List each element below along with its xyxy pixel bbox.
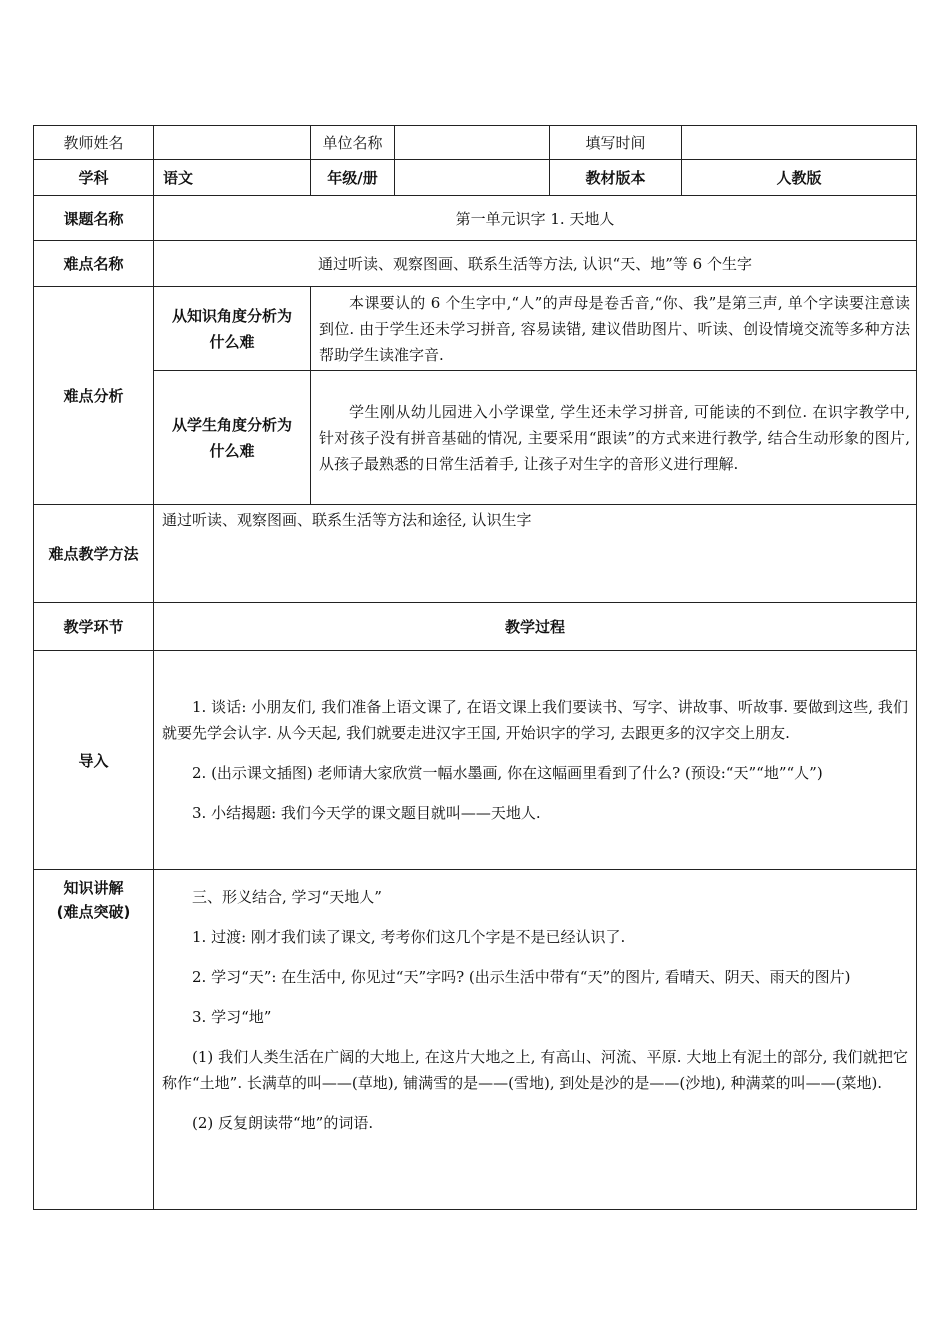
knowledge-paragraph-6: (2) 反复朗读带“地”的词语. xyxy=(192,1114,374,1132)
knowledge-paragraph-2: 1. 过渡: 刚才我们读了课文, 考考你们这几个字是不是已经认识了. xyxy=(192,928,626,946)
knowledge-paragraph-1: 三、形义结合, 学习“天地人” xyxy=(192,888,382,906)
unit-name-label: 单位名称 xyxy=(311,126,395,160)
spacer xyxy=(162,950,908,964)
topic-label: 课题名称 xyxy=(34,196,154,241)
step-header: 教学环节 xyxy=(34,603,154,651)
lesson-plan-document xyxy=(33,125,916,1210)
header-row-2 xyxy=(34,160,917,196)
student-angle-label xyxy=(154,371,311,505)
knowledge-cell xyxy=(154,870,917,1210)
knowledge-paragraph-3: 2. 学习“天”: 在生活中, 你见过“天”字吗? (出示生活中带有“天”的图片, 看晴天、阴天、雨天的图片) xyxy=(192,968,851,986)
knowledge-paragraph-5: (1) 我们人类生活在广阔的大地上, 在这片大地之上, 有高山、河流、平原. 大地上有泥土的部分, 我们就把它称作“土地”. 长满草的叫——(草地), 铺满雪的是——(雪地), 到处是沙的是——(沙地), 种满菜的叫——(菜地). xyxy=(162,1048,908,1092)
topic-row xyxy=(34,196,917,241)
knowledge-row xyxy=(34,870,917,1210)
spacer xyxy=(162,1030,908,1044)
teacher-name-value xyxy=(154,126,311,160)
method-label: 难点教学方法 xyxy=(34,505,154,603)
knowledge-angle-text: 本课要认的 6 个生字中,“人”的声母是卷舌音,“你、我”是第三声, 单个字读要注意读到位. 由于学生还未学习拼音, 容易读错, 建议借助图片、听读、创设情境交流等多种方法帮助学生读准字音. xyxy=(319,293,910,364)
intro-paragraph-1: 1. 谈话: 小朋友们, 我们准备上语文课了, 在语文课上我们要读书、写字、讲故事、听故事. 要做到这些, 我们就要先学会认字. 从今天起, 我们就要走进汉字王国, 开始识字的学习, 去跟更多的汉字交上朋友. xyxy=(162,698,908,742)
textbook-label: 教材版本 xyxy=(550,160,682,196)
student-angle-label-line1: 从学生角度分析为 xyxy=(171,415,292,434)
intro-paragraph-3: 3. 小结揭题: 我们今天学的课文题目就叫——天地人. xyxy=(192,804,541,822)
process-header: 教学过程 xyxy=(154,603,917,651)
spacer xyxy=(162,1096,908,1110)
fill-time-label: 填写时间 xyxy=(550,126,682,160)
header-row-1 xyxy=(34,126,917,160)
fill-time-value xyxy=(682,126,917,160)
difficulty-value: 通过听读、观察图画、联系生活等方法, 认识“天、地”等 6 个生字 xyxy=(154,241,917,287)
method-cell xyxy=(154,505,917,603)
topic-value: 第一单元识字 1. 天地人 xyxy=(154,196,917,241)
analysis-label: 难点分析 xyxy=(34,287,154,505)
intro-label: 导入 xyxy=(34,651,154,870)
method-value: 通过听读、观察图画、联系生活等方法和途径, 认识生字 xyxy=(162,511,532,529)
knowledge-angle-cell xyxy=(311,287,917,371)
student-angle-label-line2: 什么难 xyxy=(209,441,255,460)
knowledge-label xyxy=(34,870,154,1210)
knowledge-angle-label xyxy=(154,287,311,371)
grade-label: 年级/册 xyxy=(311,160,395,196)
spacer xyxy=(162,910,908,924)
knowledge-label-line2: (难点突破) xyxy=(56,903,131,921)
knowledge-paragraph-4: 3. 学习“地” xyxy=(192,1008,272,1026)
subject-value: 语文 xyxy=(154,160,311,196)
knowledge-angle-label-line1: 从知识角度分析为 xyxy=(171,306,292,325)
spacer xyxy=(162,990,908,1004)
analysis-student-row xyxy=(34,371,917,505)
difficulty-label: 难点名称 xyxy=(34,241,154,287)
knowledge-angle-label-line2: 什么难 xyxy=(209,332,255,351)
lesson-plan-table xyxy=(33,125,917,1210)
spacer xyxy=(162,786,908,800)
student-angle-text: 学生刚从幼儿园进入小学课堂, 学生还未学习拼音, 可能读的不到位. 在识字教学中, 针对孩子没有拼音基础的情况, 主要采用“跟读”的方式来进行教学, 结合生动形象的图片, 从孩子最熟悉的日常生活着手, 让孩子对生字的音形义进行理解. xyxy=(319,402,910,473)
knowledge-label-line1: 知识讲解 xyxy=(63,879,124,897)
subject-label: 学科 xyxy=(34,160,154,196)
analysis-knowledge-row xyxy=(34,287,917,371)
process-header-row xyxy=(34,603,917,651)
method-row xyxy=(34,505,917,603)
spacer xyxy=(162,746,908,760)
intro-cell xyxy=(154,651,917,870)
grade-value xyxy=(395,160,550,196)
difficulty-row xyxy=(34,241,917,287)
student-angle-cell xyxy=(311,371,917,505)
teacher-name-label: 教师姓名 xyxy=(34,126,154,160)
unit-name-value xyxy=(395,126,550,160)
textbook-value: 人教版 xyxy=(682,160,917,196)
intro-row xyxy=(34,651,917,870)
intro-paragraph-2: 2. (出示课文插图) 老师请大家欣赏一幅水墨画, 你在这幅画里看到了什么? (预设:“天”“地”“人”) xyxy=(192,764,823,782)
